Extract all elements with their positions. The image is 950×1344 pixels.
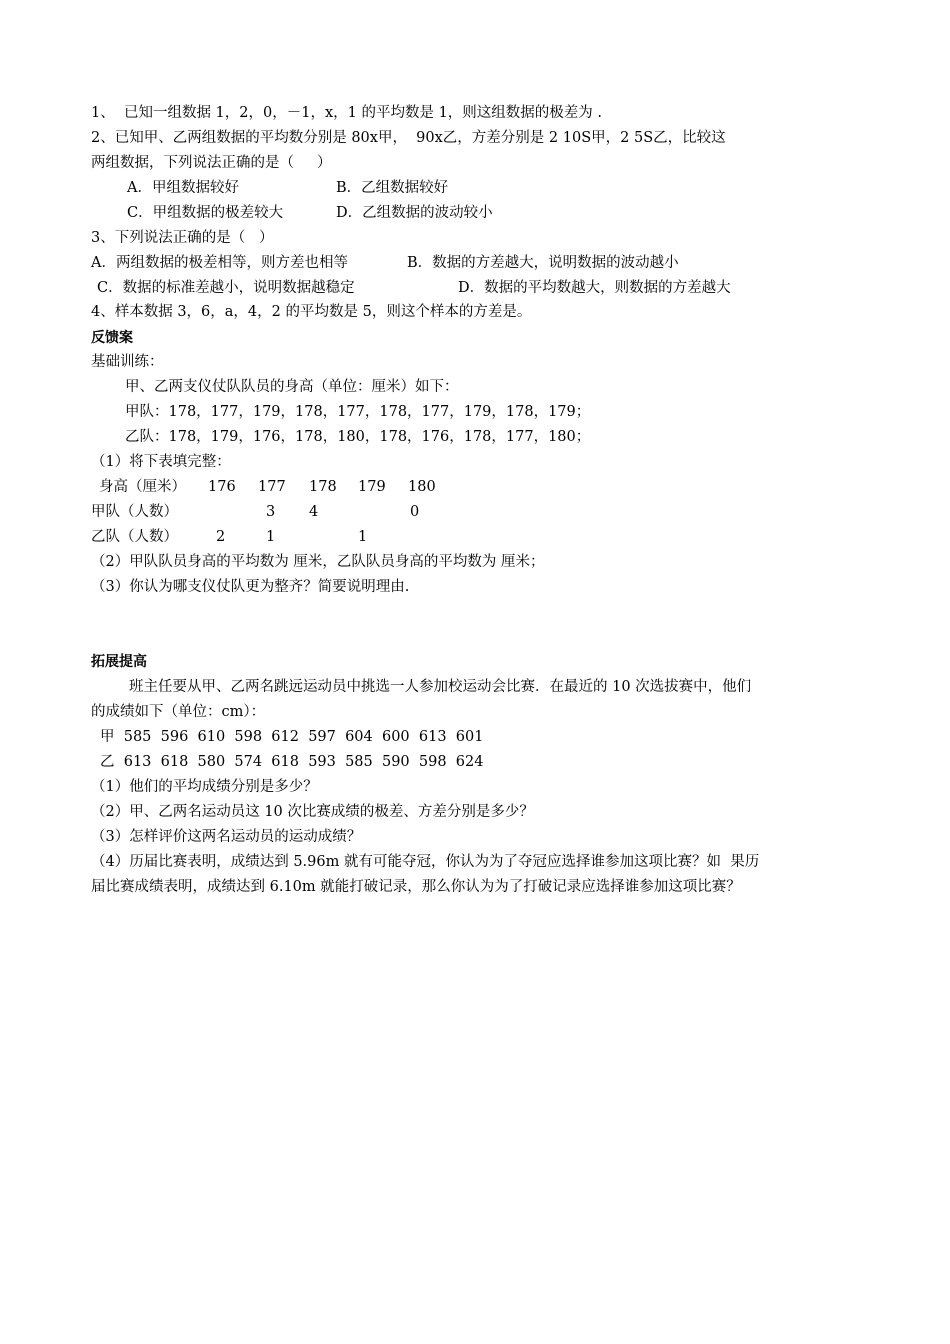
question-2-option-c: C．甲组数据的极差较大 bbox=[127, 205, 284, 221]
question-3-option-c: C．数据的标准差越小，说明数据越稳定 bbox=[97, 280, 355, 296]
table-header-cell: 177 bbox=[258, 479, 286, 495]
table-row-b-cell: 1 bbox=[358, 529, 368, 545]
question-1: 1、 已知一组数据 1，2，0，－1，x，1 的平均数是 1，则这组数据的极差为 . bbox=[91, 105, 603, 121]
question-2-line-2: 两组数据，下列说法正确的是（ ） bbox=[91, 155, 332, 171]
extension-question-2: （2）甲、乙两名运动员这 10 次比赛成绩的极差、方差分别是多少？ bbox=[91, 804, 534, 820]
question-2-option-b: B．乙组数据较好 bbox=[336, 180, 449, 196]
extension-question-3: （3）怎样评价这两名运动员的运动成绩？ bbox=[91, 829, 362, 845]
part-1-prompt: （1）将下表填完整： bbox=[91, 454, 231, 470]
question-2-option-d: D．乙组数据的波动较小 bbox=[336, 205, 493, 221]
table-row-a-label: 甲队（人数） bbox=[91, 504, 178, 520]
table-row-a-cell: 0 bbox=[410, 504, 420, 520]
extension-question-1: （1）他们的平均成绩分别是多少？ bbox=[91, 779, 318, 795]
question-2-line-1: 2、已知甲、乙两组数据的平均数分别是 80x甲， 90x乙，方差分别是 2 10S甲，2 5S乙，比较这 bbox=[91, 130, 726, 146]
extension-heading: 拓展提高 bbox=[91, 654, 147, 670]
table-row-b-label: 乙队（人数） bbox=[91, 529, 178, 545]
question-4: 4、样本数据 3，6，a，4，2 的平均数是 5，则这个样本的方差是。 bbox=[91, 304, 532, 320]
heights-intro: 甲、乙两支仪仗队队员的身高（单位：厘米）如下： bbox=[125, 379, 459, 395]
table-header-cell: 179 bbox=[358, 479, 386, 495]
question-3-option-d: D．数据的平均数越大，则数据的方差越大 bbox=[458, 280, 731, 296]
feedback-heading: 反馈案 bbox=[91, 330, 133, 346]
table-header-cell: 180 bbox=[408, 479, 436, 495]
extension-intro-line-2: 的成绩如下（单位：cm）： bbox=[91, 704, 266, 720]
table-row-a-cell: 4 bbox=[309, 504, 319, 520]
extension-intro-line-1: 班主任要从甲、乙两名跳远运动员中挑选一人参加校运动会比赛．在最近的 10 次选拔赛中，他们 bbox=[129, 679, 752, 695]
table-row-b-cell: 2 bbox=[216, 529, 226, 545]
table-header-cell: 176 bbox=[208, 479, 236, 495]
question-2-option-a: A．甲组数据较好 bbox=[127, 180, 239, 196]
basic-training-label: 基础训练： bbox=[91, 354, 164, 370]
team-a-heights: 甲队：178，177，179，178，177，178，177，179，178，179； bbox=[125, 404, 591, 420]
table-row-b-cell: 1 bbox=[266, 529, 276, 545]
part-2-prompt: （2）甲队队员身高的平均数为 厘米，乙队队员身高的平均数为 厘米； bbox=[91, 554, 545, 570]
table-header-label: 身高（厘米） bbox=[99, 479, 186, 495]
question-3-option-b: B．数据的方差越大，说明数据的波动越小 bbox=[407, 255, 679, 271]
scores-team-b: 乙 613 618 580 574 618 593 585 590 598 624 bbox=[100, 754, 484, 770]
question-3: 3、下列说法正确的是（ ） bbox=[91, 230, 274, 246]
scores-team-a: 甲 585 596 610 598 612 597 604 600 613 601 bbox=[100, 729, 484, 745]
extension-question-4-line-1: （4）历届比赛表明，成绩达到 5.96m 就有可能夺冠，你认为为了夺冠应选择谁参加这项比赛？如 果历 bbox=[91, 854, 760, 870]
extension-question-4-line-2: 届比赛成绩表明，成绩达到 6.10m 就能打破记录，那么你认为为了打破记录应选择谁参加这项比赛？ bbox=[91, 879, 741, 895]
question-3-option-a: A．两组数据的极差相等，则方差也相等 bbox=[91, 255, 348, 271]
table-row-a-cell: 3 bbox=[266, 504, 276, 520]
team-b-heights: 乙队：178，179，176，178，180，178，176，178，177，180； bbox=[125, 429, 591, 445]
part-3-prompt: （3）你认为哪支仪仗队更为整齐？简要说明理由. bbox=[91, 579, 410, 595]
table-header-cell: 178 bbox=[309, 479, 337, 495]
